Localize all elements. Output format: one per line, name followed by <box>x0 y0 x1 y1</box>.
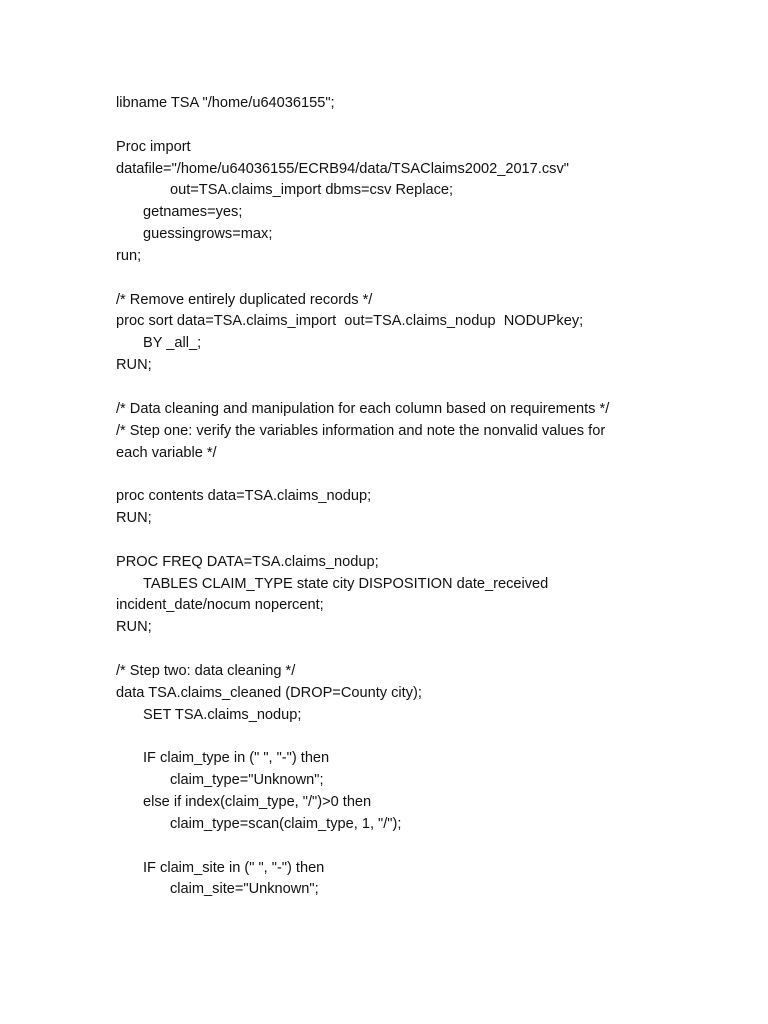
blank-line <box>116 377 676 399</box>
code-line: claim_type="Unknown"; <box>170 772 324 789</box>
code-line: run; <box>116 247 142 264</box>
blank-line <box>116 726 676 748</box>
code-line: TABLES CLAIM_TYPE state city DISPOSITION date_received <box>143 575 549 592</box>
code-line: BY _all_; <box>143 335 202 352</box>
comment-line: /* Step two: data cleaning */ <box>116 662 296 679</box>
code-line: RUN; <box>116 357 152 374</box>
blank-line <box>116 639 676 661</box>
blank-line <box>116 268 676 290</box>
code-line: incident_date/nocum nopercent; <box>116 597 324 614</box>
code-line: RUN; <box>116 619 152 636</box>
comment-line: /* Step one: verify the variables information and note the nonvalid values for <box>116 422 606 439</box>
code-line: proc sort data=TSA.claims_import out=TSA.claims_nodup NODUPkey; <box>116 313 584 330</box>
code-line: else if index(claim_type, "/")>0 then <box>143 794 372 810</box>
code-line: libname TSA "/home/u64036155"; <box>116 95 335 111</box>
code-line: IF claim_site in (" ", "-") then <box>143 859 325 876</box>
code-line: getnames=yes; <box>143 204 243 221</box>
comment-line: /* Remove entirely duplicated records */ <box>116 291 373 308</box>
code-line: RUN; <box>116 510 152 527</box>
code-line: data TSA.claims_cleaned (DROP=County city); <box>116 684 422 701</box>
blank-line <box>116 464 676 486</box>
blank-line <box>116 115 676 137</box>
code-line: proc contents data=TSA.claims_nodup; <box>116 488 372 505</box>
code-line: Proc import <box>116 138 191 155</box>
code-line: claim_site="Unknown"; <box>170 881 319 898</box>
code-line: PROC FREQ DATA=TSA.claims_nodup; <box>116 553 379 570</box>
code-line: SET TSA.claims_nodup; <box>143 706 302 723</box>
code-line: claim_type=scan(claim_type, 1, "/"); <box>170 815 402 832</box>
code-document <box>116 93 676 901</box>
blank-line <box>116 836 676 858</box>
comment-line: each variable */ <box>116 444 217 461</box>
code-line: guessingrows=max; <box>143 226 273 243</box>
blank-line <box>116 530 676 552</box>
comment-line: /* Data cleaning and manipulation for each column based on requirements */ <box>116 400 610 417</box>
code-line: IF claim_type in (" ", "-") then <box>143 750 330 767</box>
code-line: out=TSA.claims_import dbms=csv Replace; <box>170 182 454 199</box>
code-line: datafile="/home/u64036155/ECRB94/data/TSAClaims2002_2017.csv" <box>116 160 569 177</box>
